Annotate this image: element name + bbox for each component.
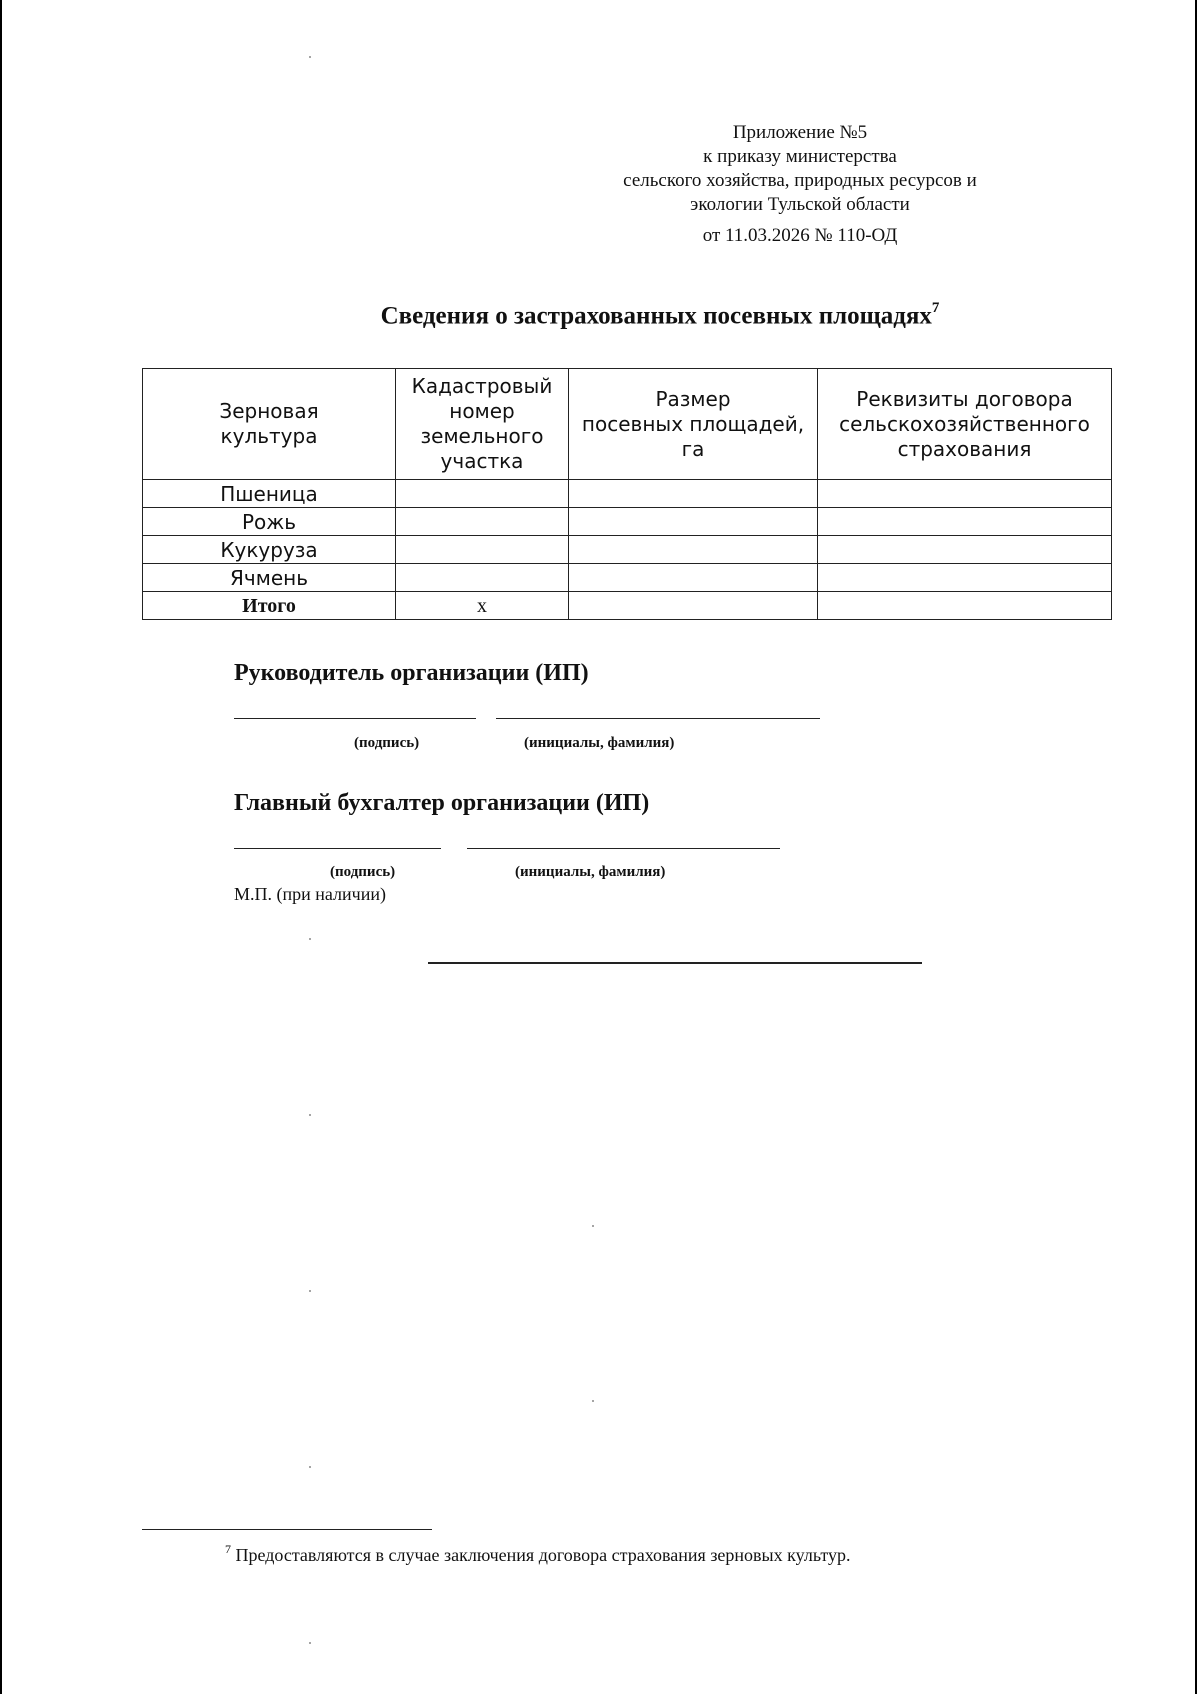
table-header-row (143, 369, 1112, 480)
scan-speck (309, 1114, 311, 1116)
total-label-cell: Итого (143, 592, 396, 620)
accountant-signature-caption: (подпись) (330, 864, 396, 880)
scan-speck (309, 1642, 311, 1644)
footnote-separator (142, 1529, 432, 1530)
scan-speck (592, 1225, 594, 1227)
head-name-caption: (инициалы, фамилия) (524, 735, 675, 751)
column-header-cadastral-number: Кадастровый номер земельного участка (396, 369, 569, 480)
cadastral-cell (396, 480, 569, 508)
head-signature-caption: (подпись) (354, 735, 420, 751)
ministry-name-line1: сельского хозяйства, природных ресурсов и (623, 170, 977, 191)
scan-speck (309, 1290, 311, 1292)
table-row (143, 508, 1112, 536)
crop-cell: Кукуруза (143, 536, 396, 564)
chief-accountant-label: Главный бухгалтер организации (ИП) (234, 790, 650, 816)
ministry-name-line2: экологии Тульской области (690, 194, 910, 215)
footnote-mark: 7 (225, 1542, 231, 1556)
scan-speck (309, 938, 311, 940)
scan-speck (309, 56, 311, 58)
page-left-border (0, 0, 2, 1694)
area-cell (569, 536, 818, 564)
cadastral-cell (396, 564, 569, 592)
head-name-line[interactable] (496, 718, 820, 719)
table-row (143, 564, 1112, 592)
column-header-contract-details: Реквизиты договора сельскохозяйственного страхования (818, 369, 1112, 480)
accountant-signature-line[interactable] (234, 848, 441, 849)
table-total-row (143, 592, 1112, 620)
total-area-cell (569, 592, 818, 620)
order-date-number: от 11.03.2026 № 110-ОД (702, 225, 898, 246)
column-header-area-size: Размер посевных площадей, га (569, 369, 818, 480)
cadastral-cell (396, 536, 569, 564)
crop-cell: Ячмень (143, 564, 396, 592)
contract-cell (818, 480, 1112, 508)
contract-cell (818, 536, 1112, 564)
crop-cell: Рожь (143, 508, 396, 536)
total-contract-cell (818, 592, 1112, 620)
document-title-text: Сведения о застрахованных посевных площадях (380, 302, 932, 330)
scan-speck (592, 1400, 594, 1402)
contract-cell (818, 564, 1112, 592)
title-footnote-mark: 7 (931, 300, 940, 316)
area-cell (569, 508, 818, 536)
appendix-header (560, 121, 1040, 251)
footnote-text: Предоставляются в случае заключения договора страхования зерновых культур. (235, 1545, 851, 1565)
column-header-crop: Зерновая культура (143, 369, 396, 480)
stamp-note: М.П. (при наличии) (234, 884, 386, 904)
head-of-organization-label: Руководитель организации (ИП) (234, 660, 589, 686)
accountant-name-line[interactable] (467, 848, 780, 849)
cadastral-cell (396, 508, 569, 536)
accountant-name-caption: (инициалы, фамилия) (515, 864, 666, 880)
area-cell (569, 564, 818, 592)
order-reference: к приказу министерства (703, 146, 897, 167)
insured-areas-table (142, 368, 1112, 620)
scan-speck (309, 1466, 311, 1468)
area-cell (569, 480, 818, 508)
appendix-number: Приложение №5 (732, 122, 868, 143)
closing-rule (428, 962, 922, 964)
total-cadastral-cell: х (396, 592, 569, 620)
page-right-border (1195, 0, 1197, 1694)
head-signature-line[interactable] (234, 718, 476, 719)
footnote (225, 1543, 850, 1566)
contract-cell (818, 508, 1112, 536)
table-row (143, 480, 1112, 508)
crop-cell: Пшеница (143, 480, 396, 508)
document-title (300, 302, 1020, 330)
table-row (143, 536, 1112, 564)
